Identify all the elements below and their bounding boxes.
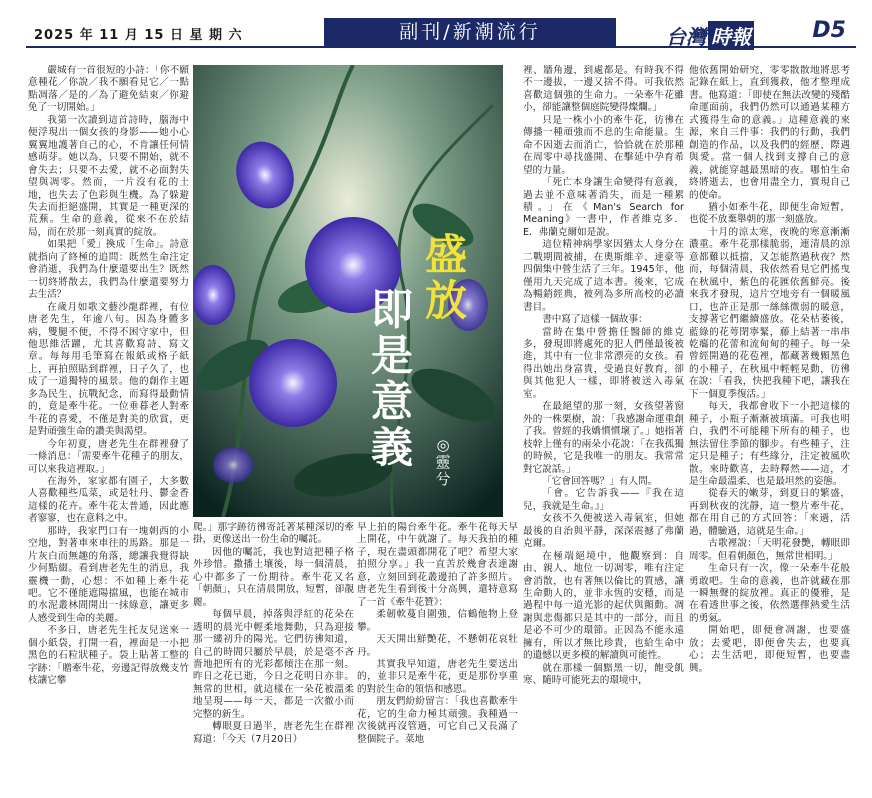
newspaper-logo <box>666 21 754 50</box>
paragraph: 十月的涼太寒，夜晚的寒意漸漸濃重。牽牛花那樣脆弱，連清晨的涼意都難以抵擋，又怎能熬過秋夜？然而，每個清晨，我依然看見它們搖曳在秋風中，紫色的花匯依舊鮮亮。後來我才發現，這片空地旁有一個暖風口，也許正是那一絲絲微弱的暖意，支撐著它們繼續盛放。花朵枯萎後，藍綠的花萼閉寧緊，藤上結著一串串乾癟的花蕾和流甸甸的種子。每一朵曾經開過的花苞裡，都藏著幾顆黑色的小種子，在秋風中輕輕晃動，彷彿在說：「看我，快把我種下吧，讓我在下一個夏季復活。」 <box>689 226 850 400</box>
paragraph: 在海外，家家都有園子，大多數人喜歡種些瓜菜，或是牡丹、鬱金香這樣的花卉。牽牛花太普通，因此應者寥寥，也在意料之中。 <box>28 475 189 525</box>
paragraph: 因他的囑託，我也對這把種子格外珍惜。撒播土壤後，每一個清晨，心中都多了一份期待。牽牛花又名「朝顏」，只在清晨開放，短暫，卻靚麗。 <box>193 546 354 608</box>
paragraph: 那時，我家門口有一塊朝西的小空地，對著車來車往的馬路。那是一片灰白而無趣的角落，總讓我覺得缺少何點綴。看到唐老先生的消息，我靈機一動，心想：不如種上牽牛花吧。它不僅能遮陽擋風，也能在城市的水泥叢林間開出一抹綠意，讓更多人感受到生命的美麗。 <box>28 525 189 624</box>
article-column-1 <box>28 65 189 790</box>
paragraph: 就在那樣一個黯黑一切，飽受飢寒、隨時可能死去的環境中， <box>523 662 684 687</box>
page-header <box>26 18 856 48</box>
section-title: 副刊/新潮流行 <box>324 18 616 46</box>
article-column-2 <box>193 522 354 788</box>
paragraph: 今年初夏，唐老先生在群裡發了一條消息：「需要牽牛花種子的朋友，可以來我這裡取。」 <box>28 438 189 475</box>
paragraph: 古歌裡說：「天明花發艷，轉眼即周零。但看朝顏色，無常世相明。」 <box>689 538 850 562</box>
paragraph: 裡、牆角邊，到處都是。有時我不得不一邊拔，一邊又捨不得。可我依然喜歡這個強的生命力。一朵牽牛花雖小，卻能讓整個庭院變得燦爛。」 <box>523 65 684 114</box>
paragraph: 書中寫了這樣一個故事： <box>542 314 648 326</box>
logo-text-2: 時報 <box>708 21 754 50</box>
illustration-morning-glory <box>193 65 503 517</box>
paragraph: 「死亡本身讓生命變得有意義，過去並不意味著消失，而是一種累積。」在《Man's Search for Meaning》一書中，作者維克多．E．弗蘭克爾如是說。 <box>523 177 684 238</box>
article-title-line2: 即是意義 <box>371 285 414 472</box>
paragraph: 我第一次讀到這首詩時，腦海中便浮現出一個女孩的身影——她小心翼翼地護著自己的心，不肯讓任何情感萌芽。她以為，只要不開始，就不會失去；只要不去愛，就不必面對失望與凋零。然而，一片沒有花的土地，也失去了色彩與生機。為了躲避失去而拒絕盛開，其實是一種更深的荒蕪。生命的意義，從來不在於結局，而在於那一刻真實的綻放。 <box>28 114 189 238</box>
paragraph: 當時在集中營擔任醫師的維克多，發現即將處死的犯人們僅最後被進，其中有一位非常漂亮的女孩。看得出她出身富貴，受過良好教育，卻與其他犯人一樣，即將被送入毒氣室。 <box>523 326 684 400</box>
article-column-5 <box>689 65 850 790</box>
paragraph: 「會。它告訴我——『我在這兒，我就是生命。』」 <box>523 488 684 512</box>
paragraph: 「它會回答嗎？」有人問。 <box>542 475 658 487</box>
article-column-3 <box>357 522 518 788</box>
poem-line: 天天開出鮮艷花，不懸朝花哀牡丹。 <box>357 634 518 658</box>
paragraph: 轉眼夏日過半，唐老先生在群裡寫道：「今天（7月20日） <box>193 721 354 745</box>
page-number: D5 <box>812 18 846 43</box>
paragraph: 每天，我都會收下一小把這樣的種子，小瓶子漸漸被填滿。可我也明白，我們不可能種下所有的種子，也無法留住季節的腳步。有些種子，注定只是種子；有些緣分，注定被風吹散。來時歡喜，去時釋然——這，才是生命最溫柔、也是最坦然的姿態。 <box>689 401 850 487</box>
paragraph: 這位精神病學家因猶太人身分在二戰期間被捕，在奧斯維辛、達豪等四個集中營生活了三年。1945年，他僅用九天完成了這本書。後來，它成為暢銷經典，被列為多所高校的必讀書目。 <box>523 239 684 313</box>
paragraph: 生命只有一次，像一朵牽牛花般勇敢吧。生命的意義，也許就藏在那一瞬無聲的綻放裡。真正的優雅，是在看透世事之後，依然選擇熱愛生活的勇氣。 <box>689 563 850 624</box>
logo-text-1: 台灣 <box>666 25 706 49</box>
article-title-line1: 盛放 <box>425 230 468 325</box>
paragraph: 猶小如牽牛花，即便生命短暫，也從不放棄舉朝的那一刻盛放。 <box>689 201 850 226</box>
article-author: ◎靈兮 <box>435 436 451 488</box>
paragraph: 早上拍的陽台牽牛花。牽牛花每天早上開花，中午就謝了。每天我拍的種子，現在盡頭都開花了吧？希望大家拍照分享。」我一直苦於幾會表達謝意，立刻回到花叢邊拍了許多照片。唐老先生看到後十分高興，還特意寫了一首《牽牛花贊》： <box>357 522 518 608</box>
paragraph: 在最絕望的那一刻，女孩望著窗外的一株栗樹，說：「我感謝命運重創了我。曾經的我嬌慣慣壞了。」她指著枝幹上僅有的兩朵小花說：「在我孤獨的時候，它是我唯一的朋友。我常常對它說話。」 <box>523 401 684 475</box>
paragraph: 嚴城有一首很短的小詩：「你不願意種花／你說／我不願看見它／一點點凋落／是的／為了避免結束／你避免了一切開始。」 <box>28 65 189 114</box>
paragraph: 不多日，唐老先生托友兒送來一個小紙袋，打開一看，裡面是一小把黑色的石粒狀種子。袋上貼著工整的字跡：「贈牽牛花，旁邊記得放幾支竹枝讓它攀 <box>28 625 189 687</box>
paragraph: 如果把「愛」換成「生命」。詩意就指向了終極的追問：既然生命注定會消逝，我們為什麼還要出生？既然一切終將散去，我們為什麼還要努力去生活？ <box>28 239 189 301</box>
paragraph: 朋友們紛紛留言：「我也喜歡牽牛花，它的生命力極其頑強。我種過一次後就再沒管過，可它自己又長滿了整個院子。菜地 <box>357 696 518 745</box>
paragraph: 開始吧，即便會凋謝，也要盛放；去愛吧，即便會失去，也要真心；去生活吧，即便短暫，也要盡興。 <box>689 625 850 674</box>
article-column-4 <box>523 65 684 790</box>
paragraph: 在歲月如歌文藝沙龍群裡，有位唐老先生，年逾八旬。因為身體多病，雙腿不便，不得不困守家中，但他思維活躍，尤其喜歡寫詩、寫文章。每每用毛筆寫在報紙或格子紙上，再拍照貼到群裡，日子久了，也成了一道獨特的風景。他的創作主題多為民生、抗戰紀念，而寫得最動情的，竟是牽牛花。一位垂暮老人對牽牛花的喜愛，不僅是對美的欣賞，更是對頑強生命的讚美與渴望。 <box>28 301 189 438</box>
poem-line: 柔韌軟蔓自圍強，信鶴他物上登攀。 <box>357 609 518 633</box>
paragraph: 每個早晨，掉落與浮紅的花朵在透明的晨光中輕柔地舞動，只為迎接那一縷初升的陽光。它們彷彿知道，自己的時間只屬於早晨，於是毫不吝嗇地把所有的光彩都傾注在那一刻。昨日之花已逝，今日之花明日亦非。無常的世相，就這樣在一朵花被溫柔地呈現——每一天，都是一次徹小而完整的新生。 <box>193 609 354 720</box>
paragraph: 他依舊開始研究，零零散散地將思考記錄在紙上，直到獲救，他才整理成書。他寫道：「即使在無法改變的殘酷命運面前，我們仍然可以通過某種方式獲得生命的意義。」這種意義的來源，來自三件事：我們的行動，我們創造的作品，以及我們的經歷、際遇與愛。當一個人找到支撐自己的意義，就能穿越最黑暗的夜。哪怕生命終將逝去，也會用盡全力，實現自己的使命。 <box>689 65 850 201</box>
issue-date: 2025 年 11 月 15 日 星 期 六 <box>34 28 243 43</box>
flower-lower-left <box>249 339 337 427</box>
paragraph: 爬。」那字跡彷彿寄託著某種深切的牽掛，更像送出一份生命的囑託。 <box>193 522 354 546</box>
paragraph: 其實我早知道，唐老先生要送出的，並非只是牽牛花，更是那份享重的對於生命的領悟和感恩。 <box>357 658 518 695</box>
paragraph: 只是一株小小的牽牛花，彷彿在傳播一種頑強而不息的生命能量。生命不因逝去而消亡，恰恰就在於那種在周零中尋找盛開、在擊延中孕育希望的力量。 <box>523 114 684 176</box>
paragraph: 在極端絕境中，他觀察到：自由、親人、地位一切凋零，唯有注定會消散，也有著無以倫比的質感，讓生命動人的，並非永恆的安穩，而是過程中每一道光影的起伏與顫動。凋謝與悲傷都只是其中的一部分，而且是必不可少的環節。正因為不能永遠擁有，所以才無比珍貴，也給生命中的遺憾以更多模的解讀與可能性。 <box>523 550 684 662</box>
paragraph: 女孩不久便被送入毒氣室，但她最後的自治與平靜，深深震撼了弗蘭克爾。 <box>523 513 684 550</box>
paragraph: 從春天的嫩芽，到夏日的繁盛，再到秋夜的沈靜，這一整片牽牛花，都在用自己的方式回答：「來過，活過，體驗過，這就是生命。」 <box>689 488 850 537</box>
